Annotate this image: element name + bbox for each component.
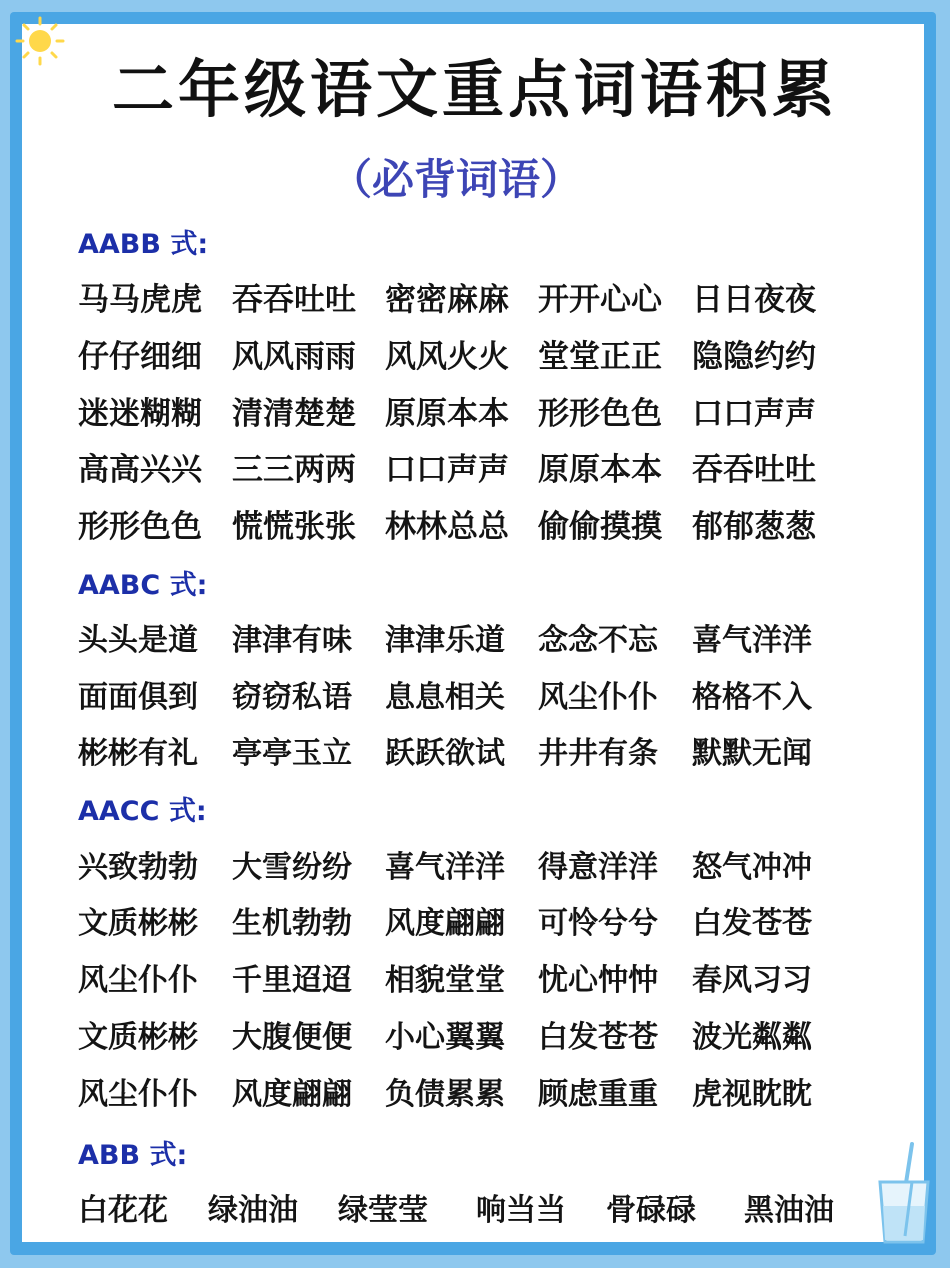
word: 吞吞吐吐 — [232, 282, 356, 318]
word: 黑油油 — [744, 1193, 834, 1228]
word: 忧心忡忡 — [538, 963, 658, 998]
word: 郁郁葱葱 — [692, 509, 816, 545]
word: 得意洋洋 — [538, 850, 658, 885]
word: 绿莹莹 — [338, 1193, 428, 1228]
section-label-aabb: AABB 式: — [78, 229, 209, 260]
page-subtitle: （必背词语） — [329, 155, 582, 204]
word: 慌慌张张 — [232, 509, 356, 545]
word: 仔仔细细 — [78, 339, 202, 375]
word: 风尘仆仆 — [78, 963, 198, 998]
word: 文质彬彬 — [78, 1020, 198, 1055]
word: 高高兴兴 — [78, 452, 202, 488]
word: 响当当 — [476, 1193, 566, 1228]
word: 风尘仆仆 — [538, 680, 658, 715]
word: 大雪纷纷 — [232, 850, 352, 885]
word: 虎视眈眈 — [692, 1077, 812, 1112]
word: 风度翩翩 — [385, 906, 505, 941]
word: 面面俱到 — [78, 680, 198, 715]
word: 跃跃欲试 — [385, 736, 505, 771]
word: 清清楚楚 — [232, 396, 356, 432]
word: 喜气洋洋 — [385, 850, 505, 885]
water-glass-icon — [872, 1140, 936, 1248]
word: 千里迢迢 — [232, 963, 352, 998]
section-label-abb: ABB 式: — [78, 1140, 188, 1171]
word: 口口声声 — [385, 452, 509, 488]
word: 口口声声 — [692, 396, 816, 432]
word: 迷迷糊糊 — [78, 396, 202, 432]
word: 风风火火 — [385, 339, 509, 375]
word: 念念不忘 — [538, 623, 658, 658]
word: 隐隐约约 — [692, 339, 816, 375]
page-title: 二年级语文重点词语积累 — [111, 53, 838, 126]
word: 井井有条 — [538, 736, 658, 771]
word: 三三两两 — [232, 452, 356, 488]
word: 津津有味 — [232, 623, 352, 658]
word: 白花花 — [78, 1193, 168, 1228]
word: 密密麻麻 — [385, 282, 509, 318]
word: 生机勃勃 — [232, 906, 352, 941]
word: 白发苍苍 — [538, 1020, 658, 1055]
word: 形形色色 — [538, 396, 662, 432]
word: 风尘仆仆 — [78, 1077, 198, 1112]
word: 亭亭玉立 — [232, 736, 352, 771]
word: 马马虎虎 — [78, 282, 202, 318]
word: 默默无闻 — [692, 736, 812, 771]
word: 骨碌碌 — [606, 1193, 696, 1228]
section-label-aabc: AABC 式: — [78, 570, 208, 601]
word: 林林总总 — [385, 509, 509, 545]
word: 窃窃私语 — [232, 680, 352, 715]
word: 偷偷摸摸 — [538, 509, 662, 545]
word: 开开心心 — [538, 282, 662, 318]
word: 顾虑重重 — [538, 1077, 658, 1112]
word: 负债累累 — [385, 1077, 505, 1112]
word: 小心翼翼 — [385, 1020, 505, 1055]
word: 白发苍苍 — [692, 906, 812, 941]
word: 日日夜夜 — [692, 282, 816, 318]
word: 绿油油 — [208, 1193, 298, 1228]
word: 大腹便便 — [232, 1020, 352, 1055]
word: 息息相关 — [385, 680, 505, 715]
word: 怒气冲冲 — [692, 850, 812, 885]
section-label-aacc: AACC 式: — [78, 796, 207, 827]
word: 兴致勃勃 — [78, 850, 198, 885]
word: 格格不入 — [692, 680, 812, 715]
word: 形形色色 — [78, 509, 202, 545]
word: 文质彬彬 — [78, 906, 198, 941]
word: 彬彬有礼 — [78, 736, 198, 771]
word: 头头是道 — [78, 623, 198, 658]
word: 原原本本 — [385, 396, 509, 432]
word: 风度翩翩 — [232, 1077, 352, 1112]
word: 堂堂正正 — [538, 339, 662, 375]
word: 波光粼粼 — [692, 1020, 812, 1055]
word: 喜气洋洋 — [692, 623, 812, 658]
word: 风风雨雨 — [232, 339, 356, 375]
word: 吞吞吐吐 — [692, 452, 816, 488]
word: 原原本本 — [538, 452, 662, 488]
word: 可怜兮兮 — [538, 906, 658, 941]
word: 津津乐道 — [385, 623, 505, 658]
word: 相貌堂堂 — [385, 963, 505, 998]
word: 春风习习 — [692, 963, 812, 998]
